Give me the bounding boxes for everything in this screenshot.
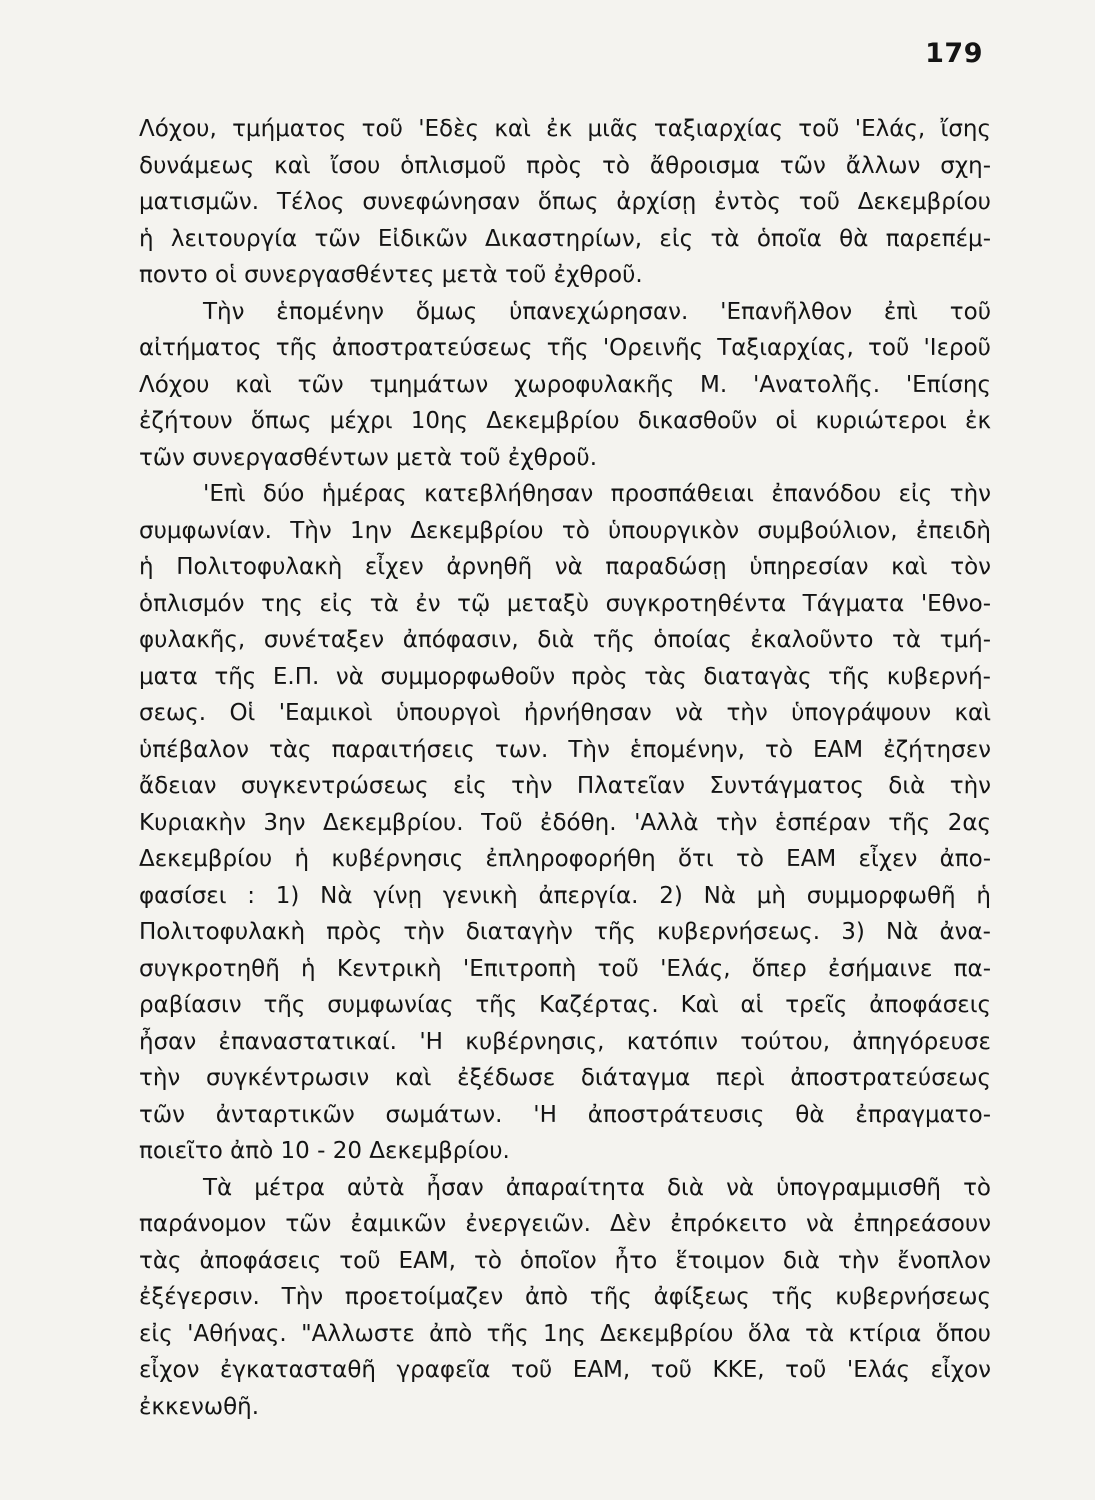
text-line: ἦσαν ἐπαναστατικαί. 'Η κυβέρνησις, κατόπιν τούτου, ἀπηγόρευσε — [139, 1028, 991, 1055]
page-number: 179 — [925, 38, 983, 69]
text-line: ὁπλισμόν της εἰς τὰ ἐν τῷ μεταξὺ συγκροτηθέντα Τάγματα 'Εθνο- — [139, 590, 991, 617]
text-line: ἐξέγερσιν. Τὴν προετοίμαζεν ἀπὸ τῆς ἀφίξεως τῆς κυβερνήσεως — [139, 1284, 991, 1310]
text-line: τὴν συγκέντρωσιν καὶ ἐξέδωσε διάταγμα περὶ ἀποστρατεύσεως — [139, 1065, 991, 1091]
text-line: τὰς ἀποφάσεις τοῦ ΕΑΜ, τὸ ὁποῖον ἦτο ἕτοιμον διὰ τὴν ἔνοπλον — [139, 1247, 991, 1274]
text-line: φασίσει : 1) Νὰ γίνῃ γενικὴ ἀπεργία. 2) Νὰ μὴ συμμορφωθῆ ἡ — [139, 882, 991, 909]
text-line: ἡ Πολιτοφυλακὴ εἶχεν ἀρνηθῆ νὰ παραδώσῃ ὑπηρεσίαν καὶ τὸν — [139, 554, 991, 580]
text-line: ματισμῶν. Τέλος συνεφώνησαν ὅπως ἀρχίσῃ ἐντὸς τοῦ Δεκεμβρίου — [139, 189, 991, 215]
text-line: ἐκκενωθῆ. — [139, 1393, 260, 1420]
text-line: Κυριακὴν 3ην Δεκεμβρίου. Τοῦ ἐδόθη. 'Αλλὰ τὴν ἑσπέραν τῆς 2ας — [139, 809, 991, 836]
text-line: αἰτήματος τῆς ἀποστρατεύσεως τῆς 'Ορεινῆς Ταξιαρχίας, τοῦ 'Ιεροῦ — [139, 335, 991, 361]
text-line: ματα τῆς Ε.Π. νὰ συμμορφωθοῦν πρὸς τὰς διαταγὰς τῆς κυβερνή- — [139, 663, 991, 690]
text-line: Λόχου, τμήματος τοῦ 'Εδὲς καὶ ἐκ μιᾶς ταξιαρχίας τοῦ 'Ελάς, ἴσης — [139, 116, 991, 142]
text-line: 'Επὶ δύο ἡμέρας κατεβλήθησαν προσπάθειαι ἐπανόδου εἰς τὴν — [203, 481, 991, 507]
text-line: Λόχου καὶ τῶν τμημάτων χωροφυλακῆς Μ. 'Ανατολῆς. 'Επίσης — [139, 371, 991, 398]
body-text — [139, 111, 991, 1425]
text-line: Πολιτοφυλακὴ πρὸς τὴν διαταγὴν τῆς κυβερνήσεως. 3) Νὰ ἀνα- — [139, 919, 991, 945]
text-line: Τὴν ἑπομένην ὅμως ὑπανεχώρησαν. 'Επανῆλθον ἐπὶ τοῦ — [203, 298, 991, 325]
text-line: δυνάμεως καὶ ἴσου ὁπλισμοῦ πρὸς τὸ ἄθροισμα τῶν ἄλλων σχη- — [139, 152, 991, 179]
text-line: Τὰ μέτρα αὐτὰ ἦσαν ἀπαραίτητα διὰ νὰ ὑπογραμμισθῆ τὸ — [203, 1174, 991, 1201]
text-line: τῶν ἀνταρτικῶν σωμάτων. 'Η ἀποστράτευσις θὰ ἐπραγματο- — [139, 1101, 991, 1128]
text-line: ἄδειαν συγκεντρώσεως εἰς τὴν Πλατεῖαν Συντάγματος διὰ τὴν — [139, 773, 991, 799]
text-line: εἰς 'Αθήνας. "Αλλωστε ἀπὸ τῆς 1ης Δεκεμβρίου ὅλα τὰ κτίρια ὅπου — [139, 1320, 991, 1347]
text-line: ποιεῖτο ἀπὸ 10 - 20 Δεκεμβρίου. — [139, 1138, 510, 1164]
text-line: ἐζήτουν ὅπως μέχρι 10ης Δεκεμβρίου δικασθοῦν οἱ κυριώτεροι ἐκ — [139, 408, 991, 434]
text-line: ὑπέβαλον τὰς παραιτήσεις των. Τὴν ἑπομένην, τὸ ΕΑΜ ἐζήτησεν — [139, 736, 991, 763]
text-line: ἡ λειτουργία τῶν Εἰδικῶν Δικαστηρίων, εἰς τὰ ὁποῖα θὰ παρεπέμ- — [139, 225, 991, 252]
text-line: ραβίασιν τῆς συμφωνίας τῆς Καζέρτας. Καὶ αἱ τρεῖς ἀποφάσεις — [139, 992, 991, 1018]
text-line: σεως. Οἱ 'Εαμικοὶ ὑπουργοὶ ἠρνήθησαν νὰ τὴν ὑπογράψουν καὶ — [139, 700, 991, 726]
text-line: ποντο οἱ συνεργασθέντες μετὰ τοῦ ἐχθροῦ. — [139, 262, 643, 288]
text-line: εἶχον ἐγκατασταθῆ γραφεῖα τοῦ ΕΑΜ, τοῦ ΚΚΕ, τοῦ 'Ελάς εἶχον — [139, 1357, 991, 1383]
text-line: συγκροτηθῆ ἡ Κεντρικὴ 'Επιτροπὴ τοῦ 'Ελάς, ὅπερ ἐσήμαινε πα- — [139, 955, 991, 982]
text-line: συμφωνίαν. Τὴν 1ην Δεκεμβρίου τὸ ὑπουργικὸν συμβούλιον, ἐπειδὴ — [139, 517, 991, 544]
text-line: τῶν συνεργασθέντων μετὰ τοῦ ἐχθροῦ. — [139, 444, 598, 471]
text-line: παράνομον τῶν ἐαμικῶν ἐνεργειῶν. Δὲν ἐπρόκειτο νὰ ἐπηρεάσουν — [139, 1211, 991, 1237]
text-line: φυλακῆς, συνέταξεν ἀπόφασιν, διὰ τῆς ὁποίας ἐκαλοῦντο τὰ τμή- — [139, 627, 991, 653]
text-line: Δεκεμβρίου ἡ κυβέρνησις ἐπληροφορήθη ὅτι τὸ ΕΑΜ εἶχεν ἀπο- — [139, 846, 991, 872]
